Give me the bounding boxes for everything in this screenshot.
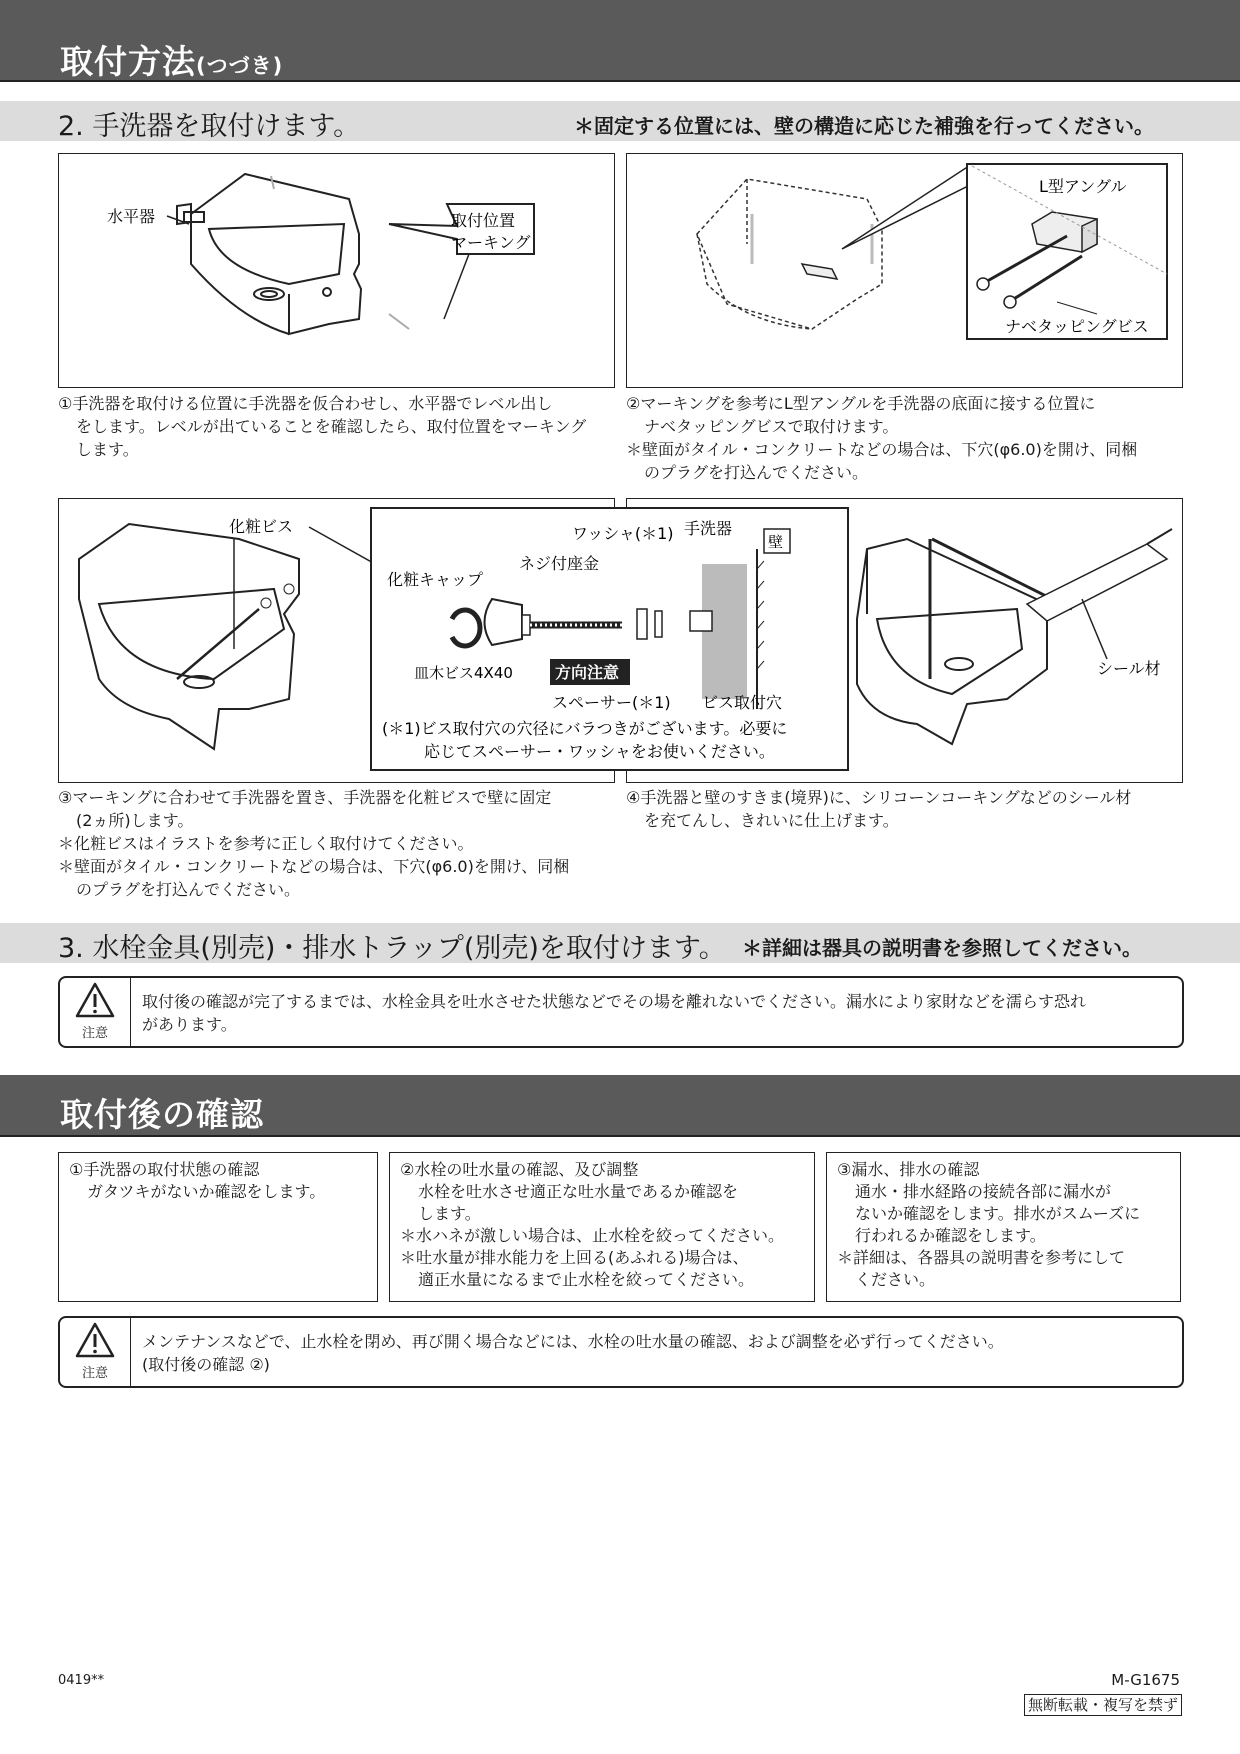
step3-heading-bar [0,923,1240,963]
angle-mount-illustration [627,154,1182,387]
footer-code: 0419** [58,1673,105,1688]
direction-label: 方向注意 [555,663,620,682]
caution-label-2: 注意 [81,1366,108,1381]
washer-nut-label: ネジ付座金 [519,554,600,573]
caution-icon-box [60,978,131,1046]
step3-heading: 3. 水栓金具(別売)・排水トラップ(別売)を取付けます。 [58,933,726,964]
caution-icon-box-2 [60,1318,131,1386]
decor-screw-label: 化粧ビス [229,517,294,536]
footer-model: M-G1675 [1111,1671,1180,1689]
caution-1 [58,976,1184,1048]
confirm-header-bar [0,1075,1240,1137]
callout-note-2: 応じてスペーサー・ワッシャをお使いください。 [424,742,775,761]
caution-message-2: メンテナンスなどで、止水栓を閉め、再び開く場合などには、水栓の吐水量の確認、および調整を必ず行ってください。 (取付後の確認 ②) [142,1332,1004,1374]
warning-icon [60,978,130,1022]
figure-2 [626,153,1183,388]
step2-heading-bar [0,101,1240,141]
callout-note-1: (＊1)ビス取付穴の穴径にバラつきがございます。必要に [382,719,788,738]
caption-2: ②マーキングを参考にL型アングルを手洗器の底面に接する位置に ナベタッピングビスで取付けます。 ＊壁面がタイル・コンクリートなどの場合は、下穴(φ6.0)を開け、同梱 のプラグを打込んでください。 [626,394,1138,482]
step2-heading: 2. 手洗器を取付けます。 [58,111,361,142]
caution-message: 取付後の確認が完了するまでは、水栓金具を吐水させた状態などでその場を離れないでください。漏水により家財などを濡らす恐れ があります。 [142,992,1087,1034]
caption-3: ③マーキングに合わせて手洗器を置き、手洗器を化粧ビスで壁に固定 (2ヵ所)します。 ＊化粧ビスはイラストを参考に正しく取付けてください。 ＊壁面がタイル・コンクリートなどの場合は、下穴(φ6.0)を開け、同梱 のプラグを打込んでください。 [58,788,570,899]
step3-note: ＊詳細は器具の説明書を参照してください。 [742,936,1142,960]
wood-screw-label: 皿木ビス4X40 [414,664,513,682]
caption-1: ①手洗器を取付ける位置に手洗器を仮合わせし、水平器でレベル出し をします。レベルが出ていることを確認したら、取付位置をマーキング します。 [58,394,587,459]
caption-4: ④手洗器と壁のすきま(境界)に、シリコーンコーキングなどのシール材 を充てんし、きれいに仕上げます。 [626,788,1132,830]
figure-1 [58,153,615,388]
wall-label: 壁 [768,533,784,551]
page-title: 取付方法(つづき) [60,42,284,81]
step2-note: ＊固定する位置には、壁の構造に応じた補強を行ってください。 [574,114,1154,138]
seal-label: シール材 [1097,659,1161,678]
caution-label: 注意 [81,1026,108,1041]
angle-label: L型アングル [1039,177,1127,196]
screw-label: ナベタッピングビス [1005,317,1149,336]
confirm-title: 取付後の確認 [60,1095,264,1134]
caution-2 [58,1316,1184,1388]
screw-callout [370,507,849,771]
marking-label-2: マーキング [451,233,531,252]
basin-level-illustration [59,154,614,387]
washer-label: ワッシャ(＊1) [572,524,674,543]
confirm-box-3: ③漏水、排水の確認 通水・排水経路の接続各部に漏水が ないか確認をします。排水がスムーズに 行われるか確認をします。 ＊詳細は、各器具の説明書を参考にして ください。 [826,1152,1181,1302]
confirm-box-1: ①手洗器の取付状態の確認 ガタツキがないか確認をします。 [58,1152,378,1302]
footer-notice: 無断転載・複写を禁ず [1024,1694,1182,1716]
cap-label: 化粧キャップ [387,570,484,589]
marking-label-1: 取付位置 [451,211,516,230]
confirm-box-2: ②水栓の吐水量の確認、及び調整 水栓を吐水させ適正な吐水量であるか確認を します。 ＊水ハネが激しい場合は、止水栓を絞ってください。 ＊吐水量が排水能力を上回る(あふれる)場合は、 適正水量になるまで止水栓を絞ってください。 [389,1152,815,1302]
screw-exploded-view [372,509,847,769]
level-label: 水平器 [107,207,156,226]
hole-label: ビス取付穴 [702,693,783,712]
header-bar [0,0,1240,82]
basin-label: 手洗器 [684,519,733,538]
spacer-label: スペーサー(＊1) [552,693,671,712]
warning-icon [60,1318,130,1362]
